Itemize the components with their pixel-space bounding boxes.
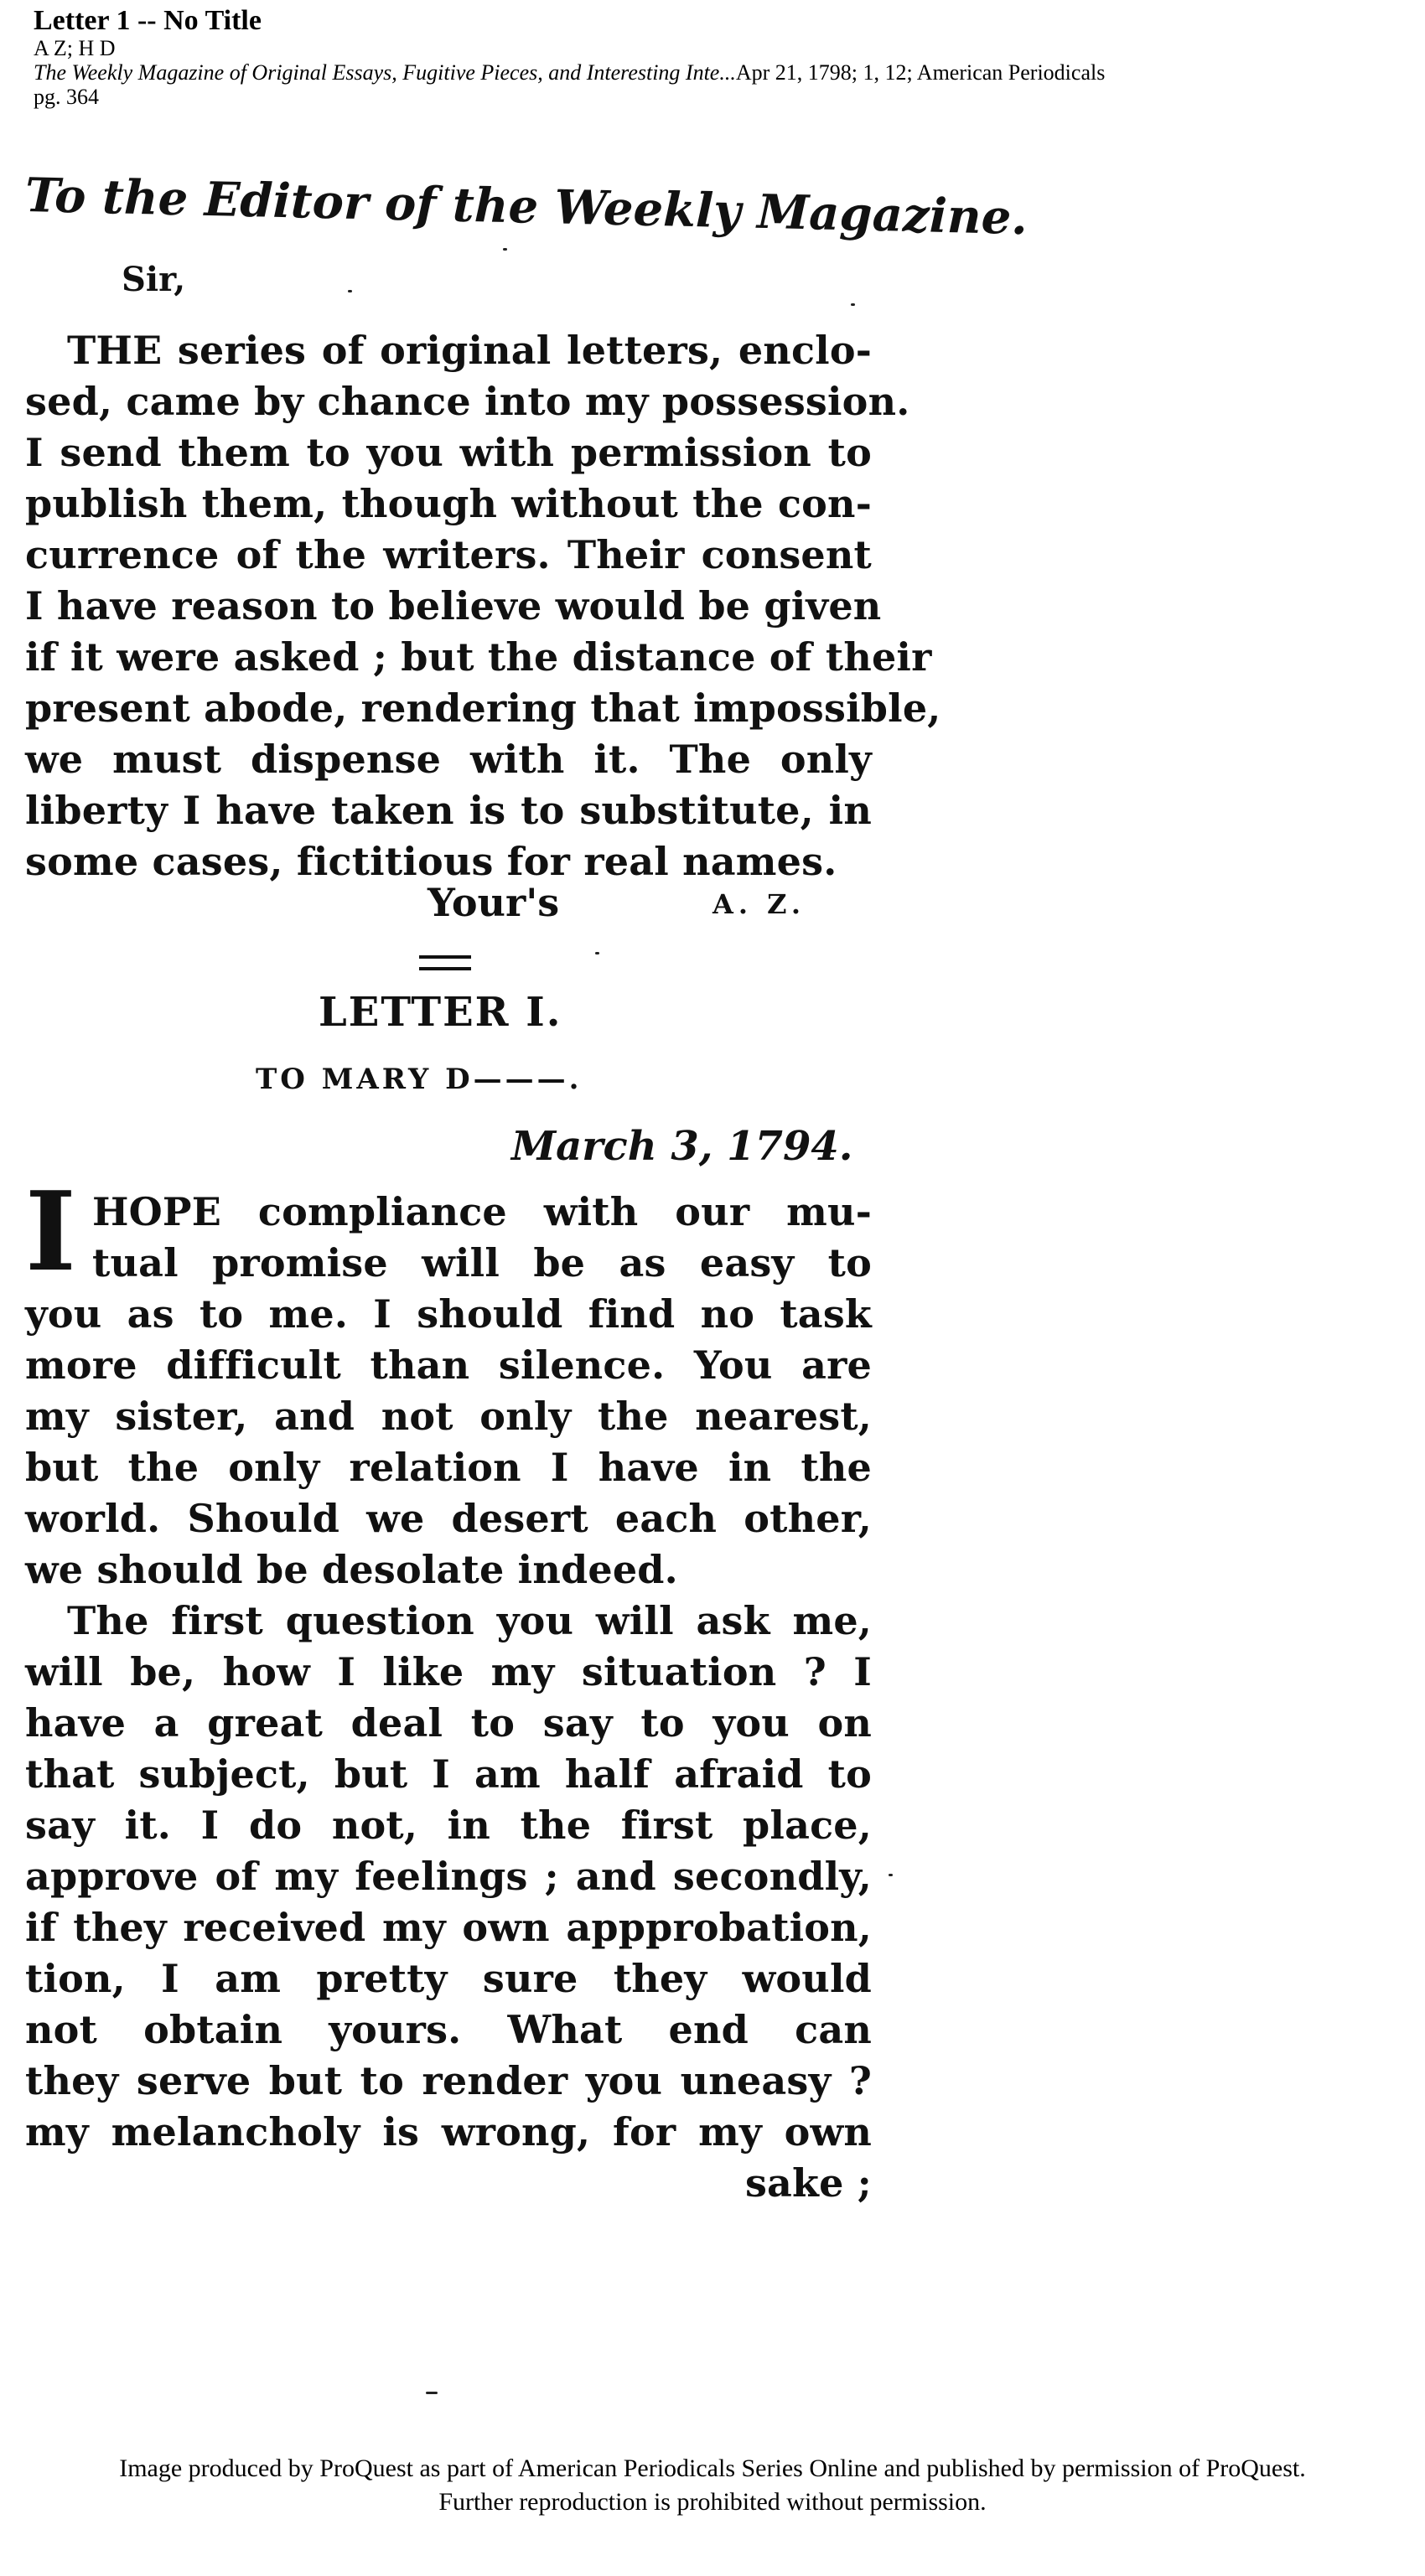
scan-speck xyxy=(889,1874,893,1876)
section-divider xyxy=(419,955,471,970)
scan-speck xyxy=(426,2392,438,2394)
intro-line: THE series of original letters, enclo- xyxy=(67,328,872,373)
intro-line: sed, came by chance into my possession. xyxy=(25,379,910,424)
body-line: say it. I do not, in the first place, xyxy=(25,1803,872,1848)
body-line: more difficult than silence. You are xyxy=(25,1342,872,1388)
citation-details: Apr 21, 1798; 1, 12; American Periodicals xyxy=(735,60,1106,85)
body-line: we should be desolate indeed. xyxy=(25,1547,678,1592)
intro-line: publish them, though without the con- xyxy=(25,481,872,526)
intro-line: liberty I have taken is to substitute, in xyxy=(25,788,872,833)
scan-speck xyxy=(595,952,599,954)
article-authors: A Z; H D xyxy=(34,36,116,60)
body-line: tual promise will be as easy to xyxy=(92,1240,872,1285)
intro-line: if it were asked ; but the distance of their xyxy=(25,634,932,680)
drop-cap: I xyxy=(25,1167,76,1296)
body-line: they serve but to render you uneasy ? xyxy=(25,2058,872,2103)
body-line: my sister, and not only the nearest, xyxy=(25,1394,872,1439)
scan-speck xyxy=(851,303,855,306)
body-line: The first question you will ask me, xyxy=(67,1598,872,1643)
editor-heading: To the Editor of the Weekly Magazine. xyxy=(24,168,1029,246)
body-line: tion, I am pretty sure they would xyxy=(25,1956,872,2001)
body-line: you as to me. I should find no task xyxy=(25,1291,872,1337)
intro-line: I send them to you with permission to xyxy=(25,430,872,475)
yours-text: Your's xyxy=(428,880,560,925)
letter-date: March 3, 1794. xyxy=(511,1123,853,1170)
intro-paragraph xyxy=(25,325,941,887)
body-line: if they received my own appprobation, xyxy=(25,1905,872,1950)
intro-line: we must dispense with it. The only xyxy=(25,737,872,782)
footer-line-2: Further reproduction is prohibited without permission. xyxy=(438,2488,987,2516)
body-line: but the only relation I have in the xyxy=(25,1445,872,1490)
article-title: Letter 1 -- No Title xyxy=(34,5,262,36)
journal-name: The Weekly Magazine of Original Essays, Fugitive Pieces, and Interesting Inte... xyxy=(34,60,736,85)
body-line: sake ; xyxy=(744,2160,872,2206)
body-line: world. Should we desert each other, xyxy=(25,1496,872,1541)
signoff-initials: A. Z. xyxy=(712,888,806,920)
intro-line: currence of the writers. Their consent xyxy=(25,532,872,577)
intro-line: I have reason to believe would be given xyxy=(25,583,882,628)
page-number: pg. 364 xyxy=(34,85,99,109)
body-line: have a great deal to say to you on xyxy=(25,1700,872,1746)
scan-speck xyxy=(348,290,352,292)
letter-body xyxy=(25,1187,872,2209)
scan-speck xyxy=(503,248,507,251)
copyright-footer xyxy=(0,2452,1425,2519)
footer-line-1: Image produced by ProQuest as part of American Periodicals Series Online and published by permission of ProQuest. xyxy=(119,2454,1306,2482)
body-line: will be, how I like my situation ? I xyxy=(25,1649,872,1694)
body-line: HOPE compliance with our mu- xyxy=(92,1189,872,1234)
citation-header xyxy=(34,5,1425,109)
letter-title: LETTER I. xyxy=(319,989,562,1036)
intro-line: some cases, fictitious for real names. xyxy=(25,839,837,884)
letter-recipient: TO MARY D———. xyxy=(256,1063,583,1096)
body-line: my melancholy is wrong, for my own xyxy=(25,2109,872,2154)
body-line: not obtain yours. What end can xyxy=(25,2007,872,2052)
body-line: approve of my feelings ; and secondly, xyxy=(25,1854,872,1899)
body-line: that subject, but I am half afraid to xyxy=(25,1751,872,1797)
intro-line: present abode, rendering that impossible, xyxy=(25,685,941,731)
source-line xyxy=(34,60,1425,85)
salutation: Sir, xyxy=(122,260,186,299)
